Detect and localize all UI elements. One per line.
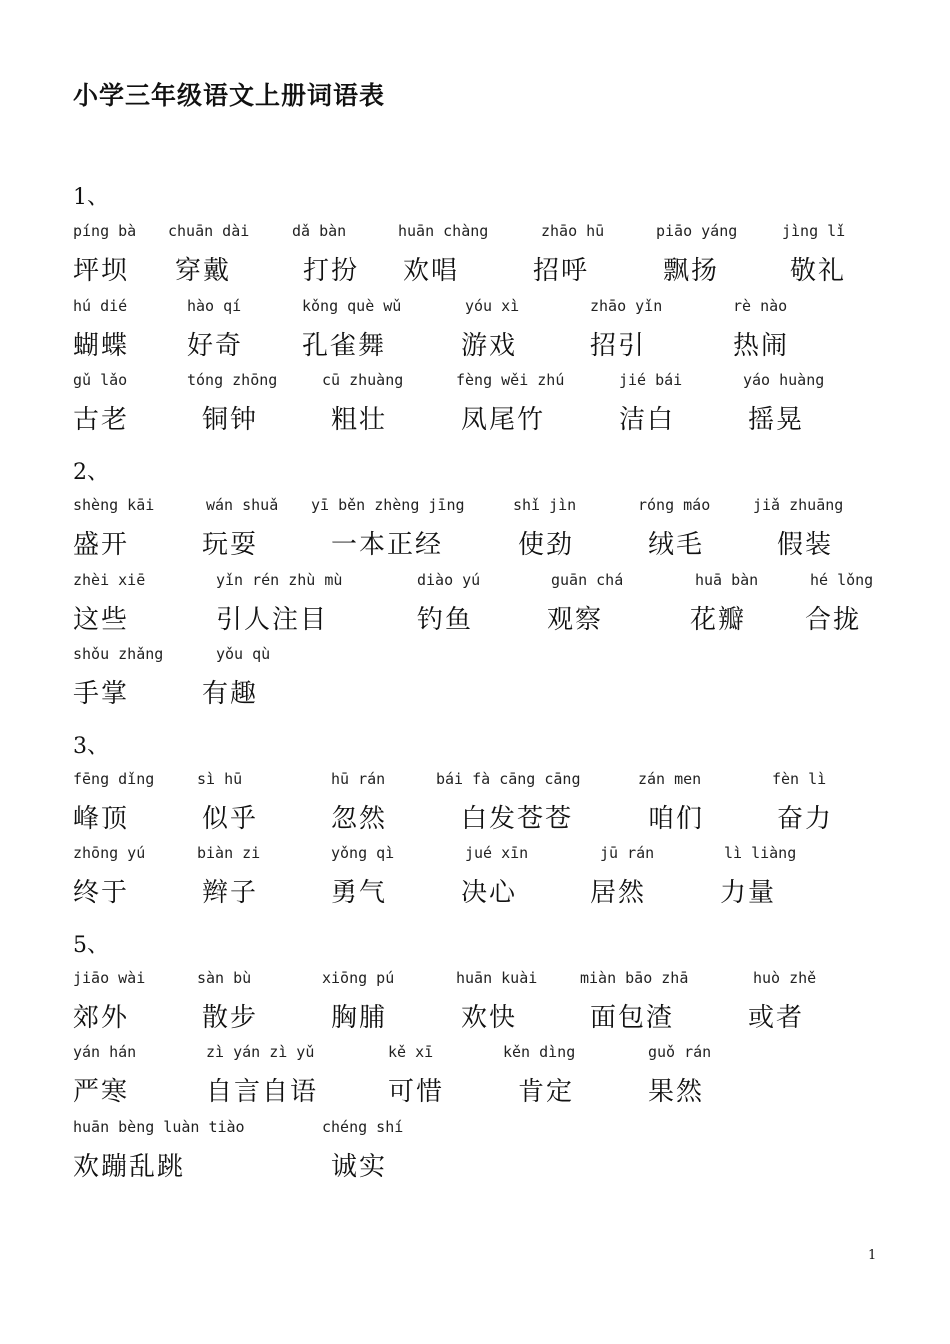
word-hanzi: 郊外 bbox=[73, 1003, 130, 1033]
word-hanzi: 蝴蝶 bbox=[73, 331, 130, 361]
word-pinyin: huā bàn bbox=[695, 571, 759, 589]
word-pinyin: biàn zi bbox=[197, 844, 261, 862]
word-hanzi: 钓鱼 bbox=[417, 605, 474, 635]
word-pinyin: huān kuài bbox=[456, 969, 538, 987]
word-hanzi: 有趣 bbox=[202, 679, 259, 709]
word-pinyin: shǒu zhǎng bbox=[73, 645, 164, 663]
word-hanzi: 果然 bbox=[648, 1077, 705, 1107]
word-hanzi: 辫子 bbox=[202, 878, 259, 908]
word-pinyin: jìng lǐ bbox=[782, 222, 846, 240]
word-pinyin: yǐn rén zhù mù bbox=[216, 571, 343, 589]
word-hanzi: 决心 bbox=[461, 878, 518, 908]
word-hanzi: 合拢 bbox=[805, 605, 862, 635]
word-pinyin: diào yú bbox=[417, 571, 481, 589]
word-pinyin: bái fà cāng cāng bbox=[436, 770, 581, 788]
unit-label: 5、 bbox=[73, 933, 109, 958]
word-hanzi: 盛开 bbox=[73, 530, 130, 560]
word-pinyin: xiōng pú bbox=[322, 969, 395, 987]
word-pinyin: tóng zhōng bbox=[187, 371, 278, 389]
word-hanzi: 胸脯 bbox=[331, 1003, 388, 1033]
word-pinyin: zhāo hū bbox=[541, 222, 605, 240]
word-pinyin: guǒ rán bbox=[648, 1043, 712, 1061]
word-hanzi: 好奇 bbox=[187, 331, 244, 361]
word-pinyin: fèng wěi zhú bbox=[456, 371, 565, 389]
word-hanzi: 摇晃 bbox=[748, 405, 805, 435]
word-pinyin: fèn lì bbox=[772, 770, 827, 788]
unit-label: 1、 bbox=[73, 185, 109, 210]
word-pinyin: lì liàng bbox=[724, 844, 797, 862]
page-title: 小学三年级语文上册词语表 bbox=[73, 81, 386, 110]
word-pinyin: jiǎ zhuāng bbox=[753, 496, 844, 514]
word-hanzi: 严寒 bbox=[73, 1077, 130, 1107]
unit-label: 2、 bbox=[73, 460, 109, 485]
word-hanzi: 咱们 bbox=[648, 804, 705, 834]
word-pinyin: píng bà bbox=[73, 222, 137, 240]
word-hanzi: 孔雀舞 bbox=[302, 331, 387, 361]
word-pinyin: kěn dìng bbox=[503, 1043, 576, 1061]
word-pinyin: zhèi xiē bbox=[73, 571, 146, 589]
word-pinyin: hū rán bbox=[331, 770, 386, 788]
word-hanzi: 绒毛 bbox=[648, 530, 705, 560]
word-pinyin: dǎ bàn bbox=[292, 222, 347, 240]
word-hanzi: 终于 bbox=[73, 878, 130, 908]
word-hanzi: 白发苍苍 bbox=[461, 804, 574, 834]
word-hanzi: 自言自语 bbox=[206, 1077, 319, 1107]
word-hanzi: 散步 bbox=[202, 1003, 259, 1033]
word-pinyin: jié bái bbox=[619, 371, 683, 389]
word-hanzi: 热闹 bbox=[733, 331, 790, 361]
word-pinyin: miàn bāo zhā bbox=[580, 969, 689, 987]
word-hanzi: 居然 bbox=[590, 878, 647, 908]
word-hanzi: 面包渣 bbox=[590, 1003, 675, 1033]
word-pinyin: huān bèng luàn tiào bbox=[73, 1118, 245, 1136]
word-hanzi: 忽然 bbox=[331, 804, 388, 834]
word-pinyin: hào qí bbox=[187, 297, 242, 315]
word-hanzi: 欢唱 bbox=[403, 256, 460, 286]
word-hanzi: 招呼 bbox=[533, 256, 590, 286]
word-hanzi: 打扮 bbox=[303, 256, 360, 286]
word-pinyin: jué xīn bbox=[465, 844, 529, 862]
unit-label: 3、 bbox=[73, 734, 109, 759]
word-hanzi: 坪坝 bbox=[73, 256, 130, 286]
word-pinyin: yǒu qù bbox=[216, 645, 271, 663]
word-pinyin: shèng kāi bbox=[73, 496, 155, 514]
word-hanzi: 洁白 bbox=[619, 405, 676, 435]
word-pinyin: gǔ lǎo bbox=[73, 371, 128, 389]
word-hanzi: 力量 bbox=[720, 878, 777, 908]
word-hanzi: 古老 bbox=[73, 405, 130, 435]
word-pinyin: kě xī bbox=[388, 1043, 434, 1061]
word-hanzi: 使劲 bbox=[518, 530, 575, 560]
word-pinyin: yī běn zhèng jīng bbox=[311, 496, 465, 514]
word-pinyin: chéng shí bbox=[322, 1118, 404, 1136]
word-hanzi: 飘扬 bbox=[663, 256, 720, 286]
word-pinyin: sàn bù bbox=[197, 969, 252, 987]
word-pinyin: zì yán zì yǔ bbox=[206, 1043, 315, 1061]
word-pinyin: huò zhě bbox=[753, 969, 817, 987]
word-hanzi: 引人注目 bbox=[216, 605, 329, 635]
word-hanzi: 诚实 bbox=[331, 1152, 388, 1182]
word-hanzi: 手掌 bbox=[73, 679, 130, 709]
word-hanzi: 观察 bbox=[547, 605, 604, 635]
word-pinyin: zhāo yǐn bbox=[590, 297, 663, 315]
word-pinyin: yóu xì bbox=[465, 297, 520, 315]
word-pinyin: rè nào bbox=[733, 297, 788, 315]
word-hanzi: 花瓣 bbox=[690, 605, 747, 635]
word-hanzi: 峰顶 bbox=[73, 804, 130, 834]
word-pinyin: jū rán bbox=[600, 844, 655, 862]
word-pinyin: zhōng yú bbox=[73, 844, 146, 862]
word-hanzi: 铜钟 bbox=[202, 405, 259, 435]
word-hanzi: 玩耍 bbox=[202, 530, 259, 560]
word-pinyin: guān chá bbox=[551, 571, 624, 589]
word-pinyin: jiāo wài bbox=[73, 969, 146, 987]
word-pinyin: wán shuǎ bbox=[206, 496, 279, 514]
word-pinyin: yán hán bbox=[73, 1043, 137, 1061]
word-pinyin: hé lǒng bbox=[810, 571, 874, 589]
word-hanzi: 招引 bbox=[590, 331, 647, 361]
word-hanzi: 奋力 bbox=[777, 804, 834, 834]
word-hanzi: 欢蹦乱跳 bbox=[73, 1152, 186, 1182]
word-pinyin: hú dié bbox=[73, 297, 128, 315]
word-hanzi: 一本正经 bbox=[331, 530, 444, 560]
word-pinyin: yáo huàng bbox=[743, 371, 825, 389]
word-pinyin: shǐ jìn bbox=[513, 496, 577, 514]
word-hanzi: 敬礼 bbox=[790, 256, 847, 286]
word-pinyin: kǒng què wǔ bbox=[302, 297, 402, 315]
word-pinyin: chuān dài bbox=[168, 222, 250, 240]
word-pinyin: zán men bbox=[638, 770, 702, 788]
word-hanzi: 粗壮 bbox=[331, 405, 388, 435]
word-hanzi: 穿戴 bbox=[175, 256, 232, 286]
word-pinyin: yǒng qì bbox=[331, 844, 395, 862]
word-hanzi: 勇气 bbox=[331, 878, 388, 908]
word-pinyin: sì hū bbox=[197, 770, 243, 788]
word-hanzi: 这些 bbox=[73, 605, 130, 635]
page-number: 1 bbox=[868, 1248, 877, 1263]
word-hanzi: 凤尾竹 bbox=[461, 405, 546, 435]
word-pinyin: huān chàng bbox=[398, 222, 489, 240]
word-hanzi: 或者 bbox=[748, 1003, 805, 1033]
word-hanzi: 假装 bbox=[777, 530, 834, 560]
word-hanzi: 可惜 bbox=[388, 1077, 445, 1107]
word-pinyin: róng máo bbox=[638, 496, 711, 514]
word-pinyin: piāo yáng bbox=[656, 222, 738, 240]
word-hanzi: 似乎 bbox=[202, 804, 259, 834]
word-pinyin: fēng dǐng bbox=[73, 770, 155, 788]
word-hanzi: 欢快 bbox=[461, 1003, 518, 1033]
word-hanzi: 肯定 bbox=[518, 1077, 575, 1107]
word-hanzi: 游戏 bbox=[461, 331, 518, 361]
word-pinyin: cū zhuàng bbox=[322, 371, 404, 389]
